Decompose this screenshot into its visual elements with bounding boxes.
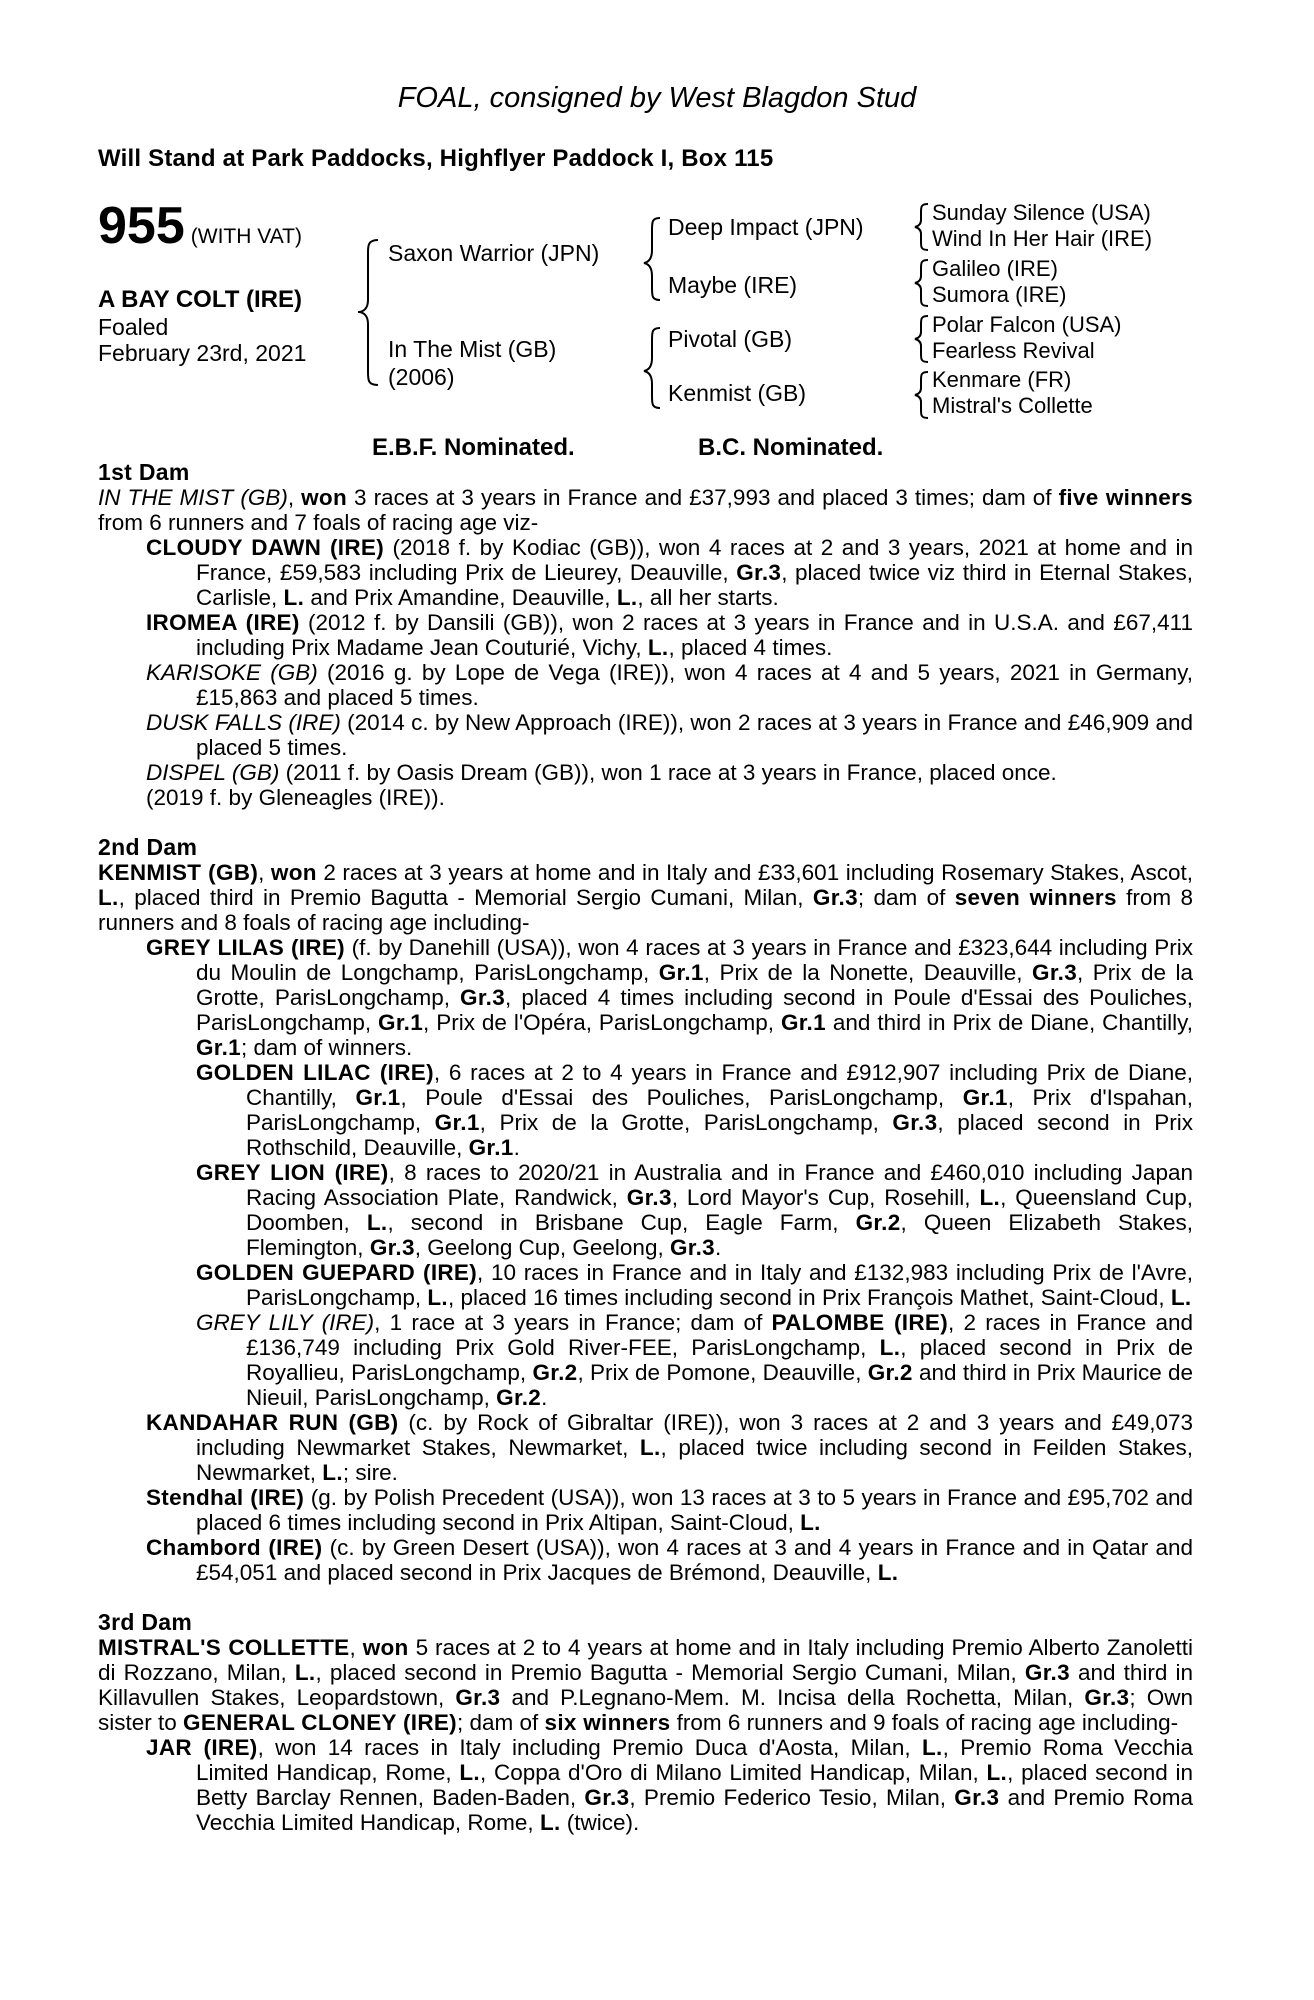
bold-run: L. — [1170, 1285, 1192, 1310]
text-run: , — [258, 860, 271, 885]
bold-run: L. — [322, 1460, 343, 1485]
text-run: , placed twice viz third in Eternal Stakes, Carlisle, — [196, 560, 1193, 610]
text-run: and third in Prix Maurice de Nieuil, ParisLongchamp, — [246, 1360, 1194, 1410]
produce-entry — [98, 535, 1193, 610]
bold-run: Gr.1 — [378, 1010, 424, 1035]
pedigree-dam-sire: Pivotal (GB) — [668, 326, 792, 352]
text-run: , placed second in Prix de Royallieu, ParisLongchamp, — [246, 1335, 1193, 1385]
bold-run: JAR (IRE) — [146, 1735, 258, 1760]
bold-run: Gr.3 — [1032, 960, 1078, 985]
produce-entry — [98, 760, 1193, 785]
text-run: from 8 runners and 8 foals of racing age including- — [98, 885, 1193, 935]
pedigree-dam-dam: Kenmist (GB) — [668, 380, 807, 406]
text-run: (f. by Danehill (USA)), won 4 races at 3 years in France and £323,644 including Prix du Moulin de Longchamp, ParisLongchamp, — [196, 935, 1193, 985]
text-run: . — [714, 1235, 722, 1260]
second-dam-record — [98, 860, 1193, 935]
text-run: from 6 runners and 7 foals of racing age viz- — [98, 510, 539, 535]
bold-run: L. — [986, 1760, 1008, 1785]
horse-name: A BAY COLT (IRE) — [98, 286, 303, 313]
bold-run: Gr.3 — [1084, 1685, 1130, 1710]
text-run: (g. by Polish Precedent (USA)), won 13 races at 3 to 5 years in France and £95,702 and placed 6 times including second in Prix Altipan, Saint-Cloud, — [196, 1485, 1193, 1535]
text-run: , Prix de la Grotte, ParisLongchamp, — [196, 960, 1194, 1010]
text-run: , placed third in Premio Bagutta - Memorial Sergio Cumani, Milan, — [118, 885, 813, 910]
bold-run: L. — [877, 1560, 899, 1585]
text-run: (2011 f. by Oasis Dream (GB)), won 1 race at 3 years in France, placed once. — [279, 760, 1057, 785]
text-run: (c. by Green Desert (USA)), won 4 races at 3 and 4 years in France and in Qatar and £54,051 and placed second in Prix Jacques de Brémond, Deauville, — [196, 1535, 1194, 1585]
text-run: , Queen Elizabeth Stakes, Flemington, — [246, 1210, 1194, 1260]
bold-run: Gr.2 — [855, 1210, 901, 1235]
pedigree-sire: Saxon Warrior (JPN) — [388, 240, 600, 266]
bold-run: Gr.1 — [196, 1035, 241, 1060]
bold-run: Gr.3 — [1024, 1660, 1070, 1685]
bold-run: Gr.2 — [532, 1360, 578, 1385]
italic-run: GREY LILY (IRE) — [196, 1310, 375, 1335]
bold-run: L. — [283, 585, 305, 610]
text-run: , 1 race at 3 years in France; dam of — [374, 1310, 772, 1335]
bold-run: KENMIST (GB) — [98, 860, 259, 885]
text-run: (2012 f. by Dansili (GB)), won 2 races at 3 years in France and in U.S.A. and £67,411 including Prix Madame Jean Couturié, Vichy, — [196, 610, 1193, 660]
bold-run: seven winners — [954, 885, 1117, 910]
pedigree-gen3-5: Polar Falcon (USA) — [932, 312, 1122, 337]
bold-run: GOLDEN LILAC (IRE) — [196, 1060, 434, 1085]
text-run: 3 races at 3 years in France and £37,993 and placed 3 times; dam of — [347, 485, 1059, 510]
text-run: , Prix de l'Opéra, ParisLongchamp, — [423, 1010, 781, 1035]
first-dam-section — [98, 460, 1193, 1835]
bold-run: L. — [459, 1760, 480, 1785]
vat-note: (WITH VAT) — [190, 225, 302, 248]
text-run: , Prix de Pomone, Deauville, — [577, 1360, 868, 1385]
bold-run: Gr.3 — [812, 885, 858, 910]
bold-run: L. — [539, 1810, 561, 1835]
bold-run: PALOMBE (IRE) — [771, 1310, 948, 1335]
text-run: , Prix de la Grotte, ParisLongchamp, — [479, 1110, 893, 1135]
text-run: , 6 races at 2 to 4 years in France and £912,907 including Prix de Diane, Chantilly, — [246, 1060, 1193, 1110]
pedigree-gen3-2: Wind In Her Hair (IRE) — [932, 226, 1153, 251]
produce-entry — [98, 1310, 1193, 1410]
produce-entry — [98, 1260, 1193, 1310]
text-run: , Queensland Cup, Doomben, — [246, 1185, 1193, 1235]
bold-run: Gr.2 — [496, 1385, 542, 1410]
italic-run: DISPEL (GB) — [146, 760, 280, 785]
bold-run: Gr.3 — [455, 1685, 501, 1710]
bold-run: five winners — [1058, 485, 1193, 510]
text-run: , Premio Roma Vecchia Limited Handicap, Rome, — [196, 1735, 1193, 1785]
text-run: (c. by Rock of Gibraltar (IRE)), won 3 races at 2 and 3 years and £49,073 including Newmarket Stakes, Newmarket, — [196, 1410, 1193, 1460]
lot-number: 955 — [98, 197, 185, 255]
bold-run: Gr.1 — [468, 1135, 514, 1160]
text-run: (2018 f. by Kodiac (GB)), won 4 races at 2 and 3 years, 2021 at home and in France, £59,583 including Prix de Lieurey, Deauville, — [196, 535, 1193, 585]
pedigree-gen3-4: Sumora (IRE) — [932, 282, 1067, 307]
text-run: , Prix d'Ispahan, ParisLongchamp, — [246, 1085, 1193, 1135]
bold-run: Gr.3 — [626, 1185, 672, 1210]
text-run: , Lord Mayor's Cup, Rosehill, — [671, 1185, 980, 1210]
bold-run: CLOUDY DAWN (IRE) — [146, 535, 384, 560]
bold-run: GENERAL CLONEY (IRE) — [183, 1710, 457, 1735]
text-run: , placed second in Premio Bagutta - Memorial Sergio Cumani, Milan, — [315, 1660, 1025, 1685]
bold-run: L. — [879, 1335, 901, 1360]
bold-run: KANDAHAR RUN (GB) — [146, 1410, 399, 1435]
text-run: and third in Prix de Diane, Chantilly, — [825, 1010, 1193, 1035]
text-run: (2019 f. by Gleneagles (IRE)). — [146, 785, 445, 810]
bold-run: GREY LION (IRE) — [196, 1160, 389, 1185]
produce-entry — [98, 1535, 1193, 1585]
foaled-label: Foaled — [98, 314, 169, 340]
bc-nomination: B.C. Nominated. — [698, 434, 884, 461]
text-run: and P.Legnano-Mem. M. Incisa della Rochetta, Milan, — [500, 1685, 1085, 1710]
bold-run: Gr.3 — [892, 1110, 938, 1135]
bold-run: L. — [427, 1285, 448, 1310]
text-run: . — [513, 1135, 520, 1160]
pedigree-gen3-3: Galileo (IRE) — [932, 256, 1058, 281]
stand-location: Will Stand at Park Paddocks, Highflyer Paddock I, Box 115 — [98, 145, 774, 172]
bold-run: Gr.1 — [355, 1085, 401, 1110]
ebf-nomination: E.B.F. Nominated. — [372, 434, 575, 461]
text-run: ; dam of — [857, 885, 955, 910]
third-dam-record — [98, 1635, 1193, 1735]
text-run: , placed second in Prix Rothschild, Deauville, — [246, 1110, 1194, 1160]
bold-run: Stendhal (IRE) — [146, 1485, 305, 1510]
produce-entry — [98, 1485, 1193, 1535]
consignment-line: FOAL, consigned by West Blagdon Stud — [397, 82, 917, 114]
text-run: 5 races at 2 to 4 years at home and in Italy including Premio Alberto Zanoletti di Rozzano, Milan, — [98, 1635, 1194, 1685]
produce-entry — [98, 785, 1193, 810]
bold-run: L. — [800, 1510, 821, 1535]
bold-run: Gr.3 — [369, 1235, 415, 1260]
text-run: . — [541, 1385, 548, 1410]
text-run: (2014 c. by New Approach (IRE)), won 2 races at 3 years in France and £46,909 and placed 5 times. — [196, 710, 1193, 760]
bold-run: L. — [647, 635, 669, 660]
foaled-date: February 23rd, 2021 — [98, 340, 307, 366]
bold-run: GREY LILAS (IRE) — [146, 935, 345, 960]
pedigree-gen3-7: Kenmare (FR) — [932, 367, 1072, 392]
pedigree-gen3-1: Sunday Silence (USA) — [932, 200, 1151, 225]
bold-run: Gr.3 — [669, 1235, 715, 1260]
second-dam-heading: 2nd Dam — [98, 834, 198, 860]
pedigree-gen3-8: Mistral's Collette — [932, 393, 1093, 418]
pedigree-gen3-6: Fearless Revival — [932, 338, 1095, 363]
text-run: (2016 g. by Lope de Vega (IRE)), won 4 races at 4 and 5 years, 2021 in Germany, £15,863 and placed 5 times. — [196, 660, 1193, 710]
first-dam-record — [98, 485, 1193, 535]
produce-entry — [98, 660, 1193, 710]
pedigree-sire-sire: Deep Impact (JPN) — [668, 214, 864, 240]
bold-run: Gr.1 — [780, 1010, 826, 1035]
bold-run: L. — [921, 1735, 943, 1760]
text-run: , placed second in Betty Barclay Rennen, Baden-Baden, — [196, 1760, 1193, 1810]
text-run: and Prix Amandine, Deauville, — [304, 585, 617, 610]
text-run: , — [287, 485, 302, 510]
produce-entry — [98, 935, 1193, 1060]
bold-run: L. — [294, 1660, 316, 1685]
text-run: , 10 races in France and in Italy and £132,983 including Prix de l'Avre, ParisLongchamp, — [246, 1260, 1194, 1310]
third-dam-heading: 3rd Dam — [98, 1609, 193, 1635]
pedigree-dam-year: (2006) — [388, 364, 455, 390]
text-run: , Premio Federico Tesio, Milan, — [629, 1785, 955, 1810]
text-run: , 2 races in France and £136,749 including Prix Gold River-FEE, ParisLongchamp, — [246, 1310, 1193, 1360]
lot-number-block — [98, 197, 302, 255]
bold-run: MISTRAL'S COLLETTE — [98, 1635, 350, 1660]
bold-run: IROMEA (IRE) — [146, 610, 300, 635]
first-dam-heading: 1st Dam — [98, 459, 190, 485]
produce-entry — [98, 1410, 1193, 1485]
bold-run: GOLDEN GUEPARD (IRE) — [196, 1260, 478, 1285]
italic-run: IN THE MIST (GB) — [98, 485, 288, 510]
bold-run: Gr.3 — [954, 1785, 1000, 1810]
italic-run: DUSK FALLS (IRE) — [146, 710, 341, 735]
text-run: , placed 16 times including second in Prix François Mathet, Saint-Cloud, — [447, 1285, 1171, 1310]
text-run: , placed 4 times including second in Poule d'Essai des Pouliches, ParisLongchamp, — [196, 985, 1193, 1035]
bold-run: Gr.2 — [867, 1360, 913, 1385]
bold-run: Gr.3 — [460, 985, 506, 1010]
text-run: , 8 races to 2020/21 in Australia and in France and £460,010 including Japan Racing Association Plate, Randwick, — [246, 1160, 1193, 1210]
produce-entry — [98, 710, 1193, 760]
produce-entry — [98, 1160, 1193, 1260]
bold-run: L. — [366, 1210, 388, 1235]
bold-run: six winners — [544, 1710, 671, 1735]
bold-run: Chambord (IRE) — [146, 1535, 323, 1560]
bold-run: Gr.3 — [736, 560, 782, 585]
text-run: , — [349, 1635, 363, 1660]
text-run: , Poule d'Essai des Pouliches, ParisLongchamp, — [400, 1085, 963, 1110]
text-run: , placed 4 times. — [668, 635, 833, 660]
produce-entry — [98, 1060, 1193, 1160]
produce-entry — [98, 1735, 1193, 1835]
bold-run: Gr.1 — [962, 1085, 1008, 1110]
text-run: , second in Brisbane Cup, Eagle Farm, — [387, 1210, 856, 1235]
bold-run: Gr.3 — [584, 1785, 630, 1810]
bold-run: Gr.1 — [434, 1110, 480, 1135]
bold-run: L. — [616, 585, 638, 610]
text-run: 2 races at 3 years at home and in Italy and £33,601 including Rosemary Stakes, Ascot, — [316, 860, 1193, 885]
bold-run: won — [270, 860, 317, 885]
text-run: ; dam of winners. — [240, 1035, 413, 1060]
text-run: ; dam of — [456, 1710, 545, 1735]
bold-run: won — [362, 1635, 409, 1660]
text-run: from 6 runners and 9 foals of racing age including- — [670, 1710, 1179, 1735]
bold-run: Gr.1 — [658, 960, 704, 985]
text-run: , Coppa d'Oro di Milano Limited Handicap, Milan, — [479, 1760, 987, 1785]
text-run: ; sire. — [342, 1460, 398, 1485]
bold-run: won — [301, 485, 347, 510]
text-run: , placed twice including second in Feilden Stakes, Newmarket, — [196, 1435, 1193, 1485]
bold-run: L. — [979, 1185, 1001, 1210]
text-run: (twice). — [560, 1810, 640, 1835]
pedigree-sire-dam: Maybe (IRE) — [668, 272, 798, 298]
text-run: and Premio Roma Vecchia Limited Handicap, Rome, — [196, 1785, 1193, 1835]
text-run: , Geelong Cup, Geelong, — [414, 1235, 670, 1260]
text-run: , all her starts. — [637, 585, 779, 610]
text-run: , won 14 races in Italy including Premio Duca d'Aosta, Milan, — [257, 1735, 922, 1760]
bold-run: L. — [98, 885, 119, 910]
text-run: ; Own sister to — [98, 1685, 1193, 1735]
bold-run: L. — [639, 1435, 661, 1460]
text-run: , Prix de la Nonette, Deauville, — [703, 960, 1033, 985]
text-run: and third in Killavullen Stakes, Leopardstown, — [98, 1660, 1194, 1710]
produce-entry — [98, 610, 1193, 660]
italic-run: KARISOKE (GB) — [146, 660, 318, 685]
pedigree-dam: In The Mist (GB) — [388, 336, 557, 362]
